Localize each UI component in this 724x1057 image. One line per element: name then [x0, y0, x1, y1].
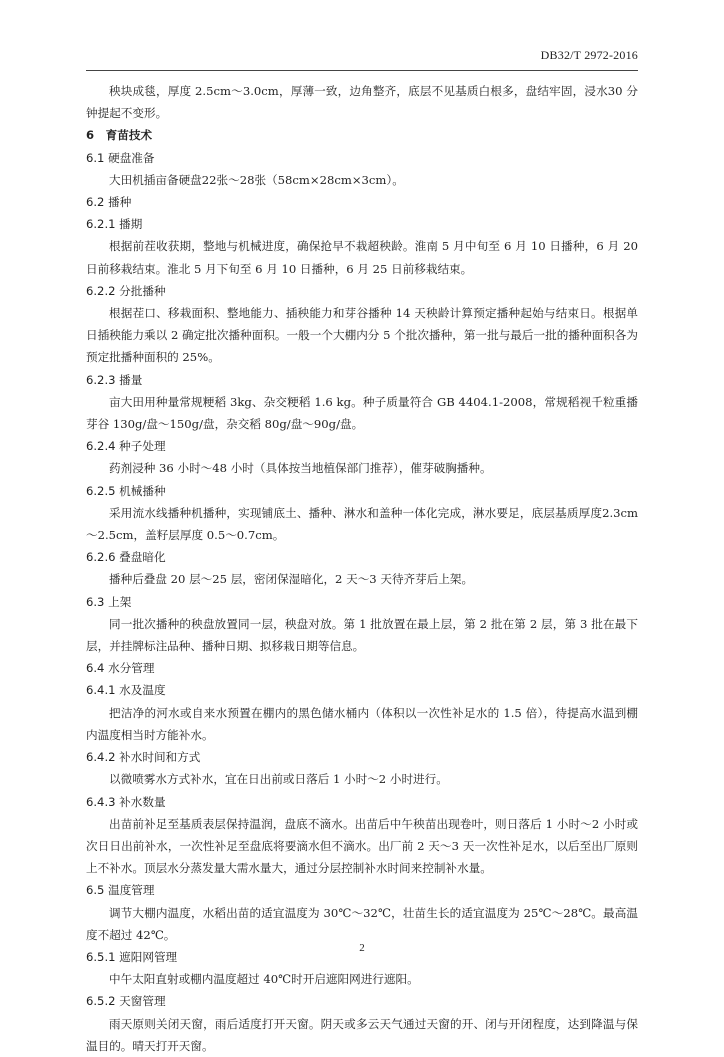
section-heading-6-2-4: 6.2.4 种子处理: [86, 439, 166, 454]
section-heading-6-4-2: 6.4.2 补水时间和方式: [86, 750, 201, 765]
paragraph-6-2-5: 采用流水线播种机播种，实现铺底土、播种、淋水和盖种一体化完成，淋水要足，底层基质厚度2.3cm～2.5cm，盖籽层厚度 0.5～0.7cm。: [86, 505, 638, 543]
header-rule: [86, 70, 638, 71]
section-heading-6-2-2: 6.2.2 分批播种: [86, 283, 166, 298]
section-heading-6: 6 育苗技术: [86, 128, 153, 143]
section-heading-6-2-3: 6.2.3 播量: [86, 372, 143, 387]
section-heading-6-1: 6.1 硬盘准备: [86, 150, 155, 165]
section-heading-6-5: 6.5 温度管理: [86, 883, 155, 898]
section-heading-6-3: 6.3 上架: [86, 594, 132, 609]
section-heading-6-4-1: 6.4.1 水及温度: [86, 683, 166, 698]
section-heading-6-2-5: 6.2.5 机械播种: [86, 483, 166, 498]
paragraph-6-3: 同一批次播种的秧盘放置同一层，秧盘对放。第 1 批放置在最上层，第 2 批在第 2 层，第 3 批在最下层，并挂牌标注品种、播种日期、拟移栽日期等信息。: [86, 616, 638, 654]
paragraph-6-2-3: 亩大田用种量常规粳稻 3kg、杂交粳稻 1.6 kg。种子质量符合 GB 4404.1-2008，常规稻视千粒重播芽谷 130g/盘～150g/盘，杂交稻 80g/盘～90g/盘。: [86, 394, 638, 432]
section-heading-6-2-6: 6.2.6 叠盘暗化: [86, 550, 166, 565]
paragraph-6-4-3: 出苗前补足至基质表层保持温润，盘底不滴水。出苗后中午秧苗出现卷叶，则日落后 1 小时～2 小时或次日日出前补水，一次性补足至盘底将要滴水但不滴水。出厂前 2 天～3 天一次性补足水，以后至出厂原则上不补水。顶层水分蒸发量大需水量大，通过分层控制补水时间来控制补水量。: [86, 816, 638, 876]
section-heading-6-2: 6.2 播种: [86, 195, 132, 210]
paragraph-6-5: 调节大棚内温度，水稻出苗的适宜温度为 30℃～32℃，壮苗生长的适宜温度为 25℃～28℃。最高温度不超过 42℃。: [86, 905, 638, 942]
section-heading-6-4: 6.4 水分管理: [86, 661, 155, 676]
paragraph-6-2-1: 根据前茬收获期，整地与机械进度，确保抢早不栽超秧龄。淮南 5 月中旬至 6 月 10 日播种，6 月 20 日前移栽结束。淮北 5 月下旬至 6 月 10 日播种，6 月 25 日前移栽结束。: [86, 239, 638, 276]
section-heading-6-4-3: 6.4.3 补水数量: [86, 794, 166, 809]
paragraph-intro: 秧块成毯，厚度 2.5cm～3.0cm，厚薄一致，边角整齐，底层不见基质白根多，盘结牢固，浸水30 分钟提起不变形。: [86, 84, 638, 121]
paragraph-6-4-1: 把洁净的河水或自来水预置在棚内的黑色储水桶内（体积以一次性补足水的 1.5 倍），待提高水温到棚内温度相当时方能补水。: [86, 705, 638, 742]
paragraph-6-5-2: 雨天原则关闭天窗，雨后适度打开天窗。阴天或多云天气通过天窗的开、闭与开闭程度，达到降温与保温目的。晴天打开天窗。: [86, 1016, 638, 1053]
section-heading-6-2-1: 6.2.1 播期: [86, 217, 143, 232]
paragraph-6-5-1: 中午太阳直射或棚内温度超过 40℃时开启遮阳网进行遮阳。: [109, 972, 419, 987]
page-number: 2: [359, 942, 365, 954]
document-number: DB32/T 2972-2016: [540, 48, 638, 62]
paragraph-6-2-2: 根据茬口、移栽面积、整地能力、插秧能力和芽谷播种 14 天秧龄计算预定播种起始与结束日。根据单日插秧能力乘以 2 确定批次播种面积。一般一个大棚内分 5 个批次播种，第一批与最后一批的播种面积各为预定批播种面积的 25%。: [86, 306, 638, 365]
paragraph-6-2-6: 播种后叠盘 20 层～25 层，密闭保湿暗化，2 天～3 天待齐芽后上架。: [109, 572, 474, 587]
paragraph-6-2-4: 药剂浸种 36 小时～48 小时（具体按当地植保部门推荐），催芽破胸播种。: [109, 461, 492, 476]
section-heading-6-5-1: 6.5.1 遮阳网管理: [86, 949, 178, 964]
document-body: [86, 80, 638, 1057]
paragraph-6-1: 大田机插亩备硬盘22张～28张（58cm×28cm×3cm）。: [109, 172, 404, 187]
paragraph-6-4-2: 以微喷雾水方式补水，宜在日出前或日落后 1 小时～2 小时进行。: [109, 772, 448, 787]
section-heading-6-5-2: 6.5.2 天窗管理: [86, 994, 166, 1009]
